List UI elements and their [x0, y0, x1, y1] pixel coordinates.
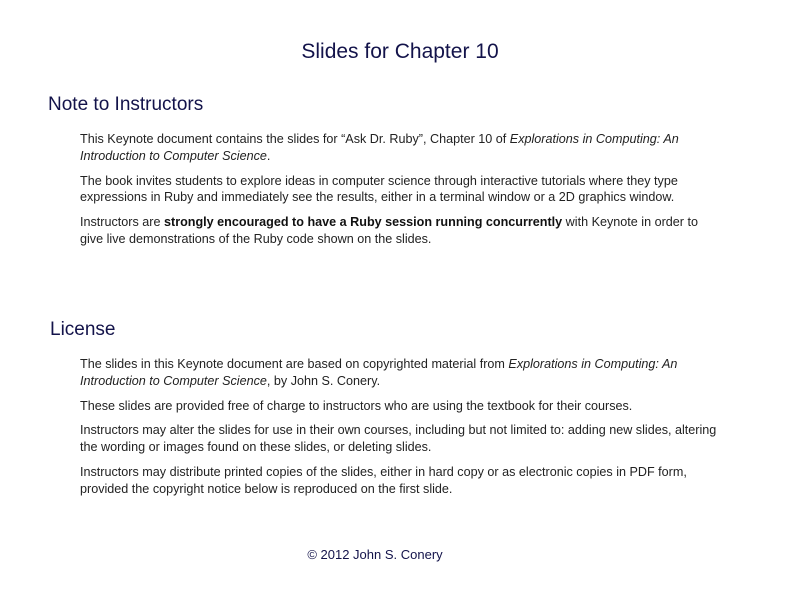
paragraph-text: Instructors may alter the slides for use in their own courses, including but not limited to: adding new slides, altering the wording or images found on these slides, or deleting slides. [80, 423, 717, 455]
paragraph-text: This Keynote document contains the slides for “Ask Dr. Ruby”, Chapter 10 of [80, 132, 510, 146]
paragraph-text: . [266, 148, 271, 163]
paragraph-text: , by John S. Conery. [266, 373, 381, 388]
paragraph-text: Instructors are [80, 215, 164, 230]
section-body-note-to-instructors [80, 131, 720, 256]
section-heading-license: License [50, 319, 116, 340]
emphasized-text: strongly encouraged to have a Ruby session running concurrently [164, 215, 563, 230]
paragraph [80, 422, 720, 456]
paragraph [80, 398, 720, 415]
section-body-license [80, 356, 720, 506]
paragraph [80, 131, 720, 165]
paragraph [80, 214, 720, 248]
paragraph-text: The book invites students to explore ideas in computer science through interactive tutorials where they type expressions in Ruby and immediately see the results, either in a terminal window or a 2D graphics window. [80, 173, 678, 205]
paragraph-text: These slides are provided free of charge to instructors who are using the textbook for their courses. [80, 398, 633, 413]
page-title: Slides for Chapter 10 [301, 40, 499, 63]
paragraph-text: The slides in this Keynote document are based on copyrighted material from [80, 357, 509, 371]
paragraph-text: with Keynote in order to give live demonstrations of the Ruby code shown on the slides. [80, 215, 698, 246]
book-title-text: Explorations in Computing: An Introduction to Computer Science [80, 357, 678, 388]
paragraph [80, 356, 720, 390]
paragraph-text: Instructors may distribute printed copies of the slides, either in hard copy or as electronic copies in PDF form, provided the copyright notice below is reproduced on the first slide. [80, 464, 687, 496]
section-heading-note-to-instructors: Note to Instructors [48, 94, 204, 115]
paragraph [80, 173, 720, 207]
book-title-text: Explorations in Computing: An Introduction to Computer Science [80, 132, 679, 163]
copyright-notice: © 2012 John S. Conery [307, 547, 443, 562]
paragraph [80, 464, 720, 498]
